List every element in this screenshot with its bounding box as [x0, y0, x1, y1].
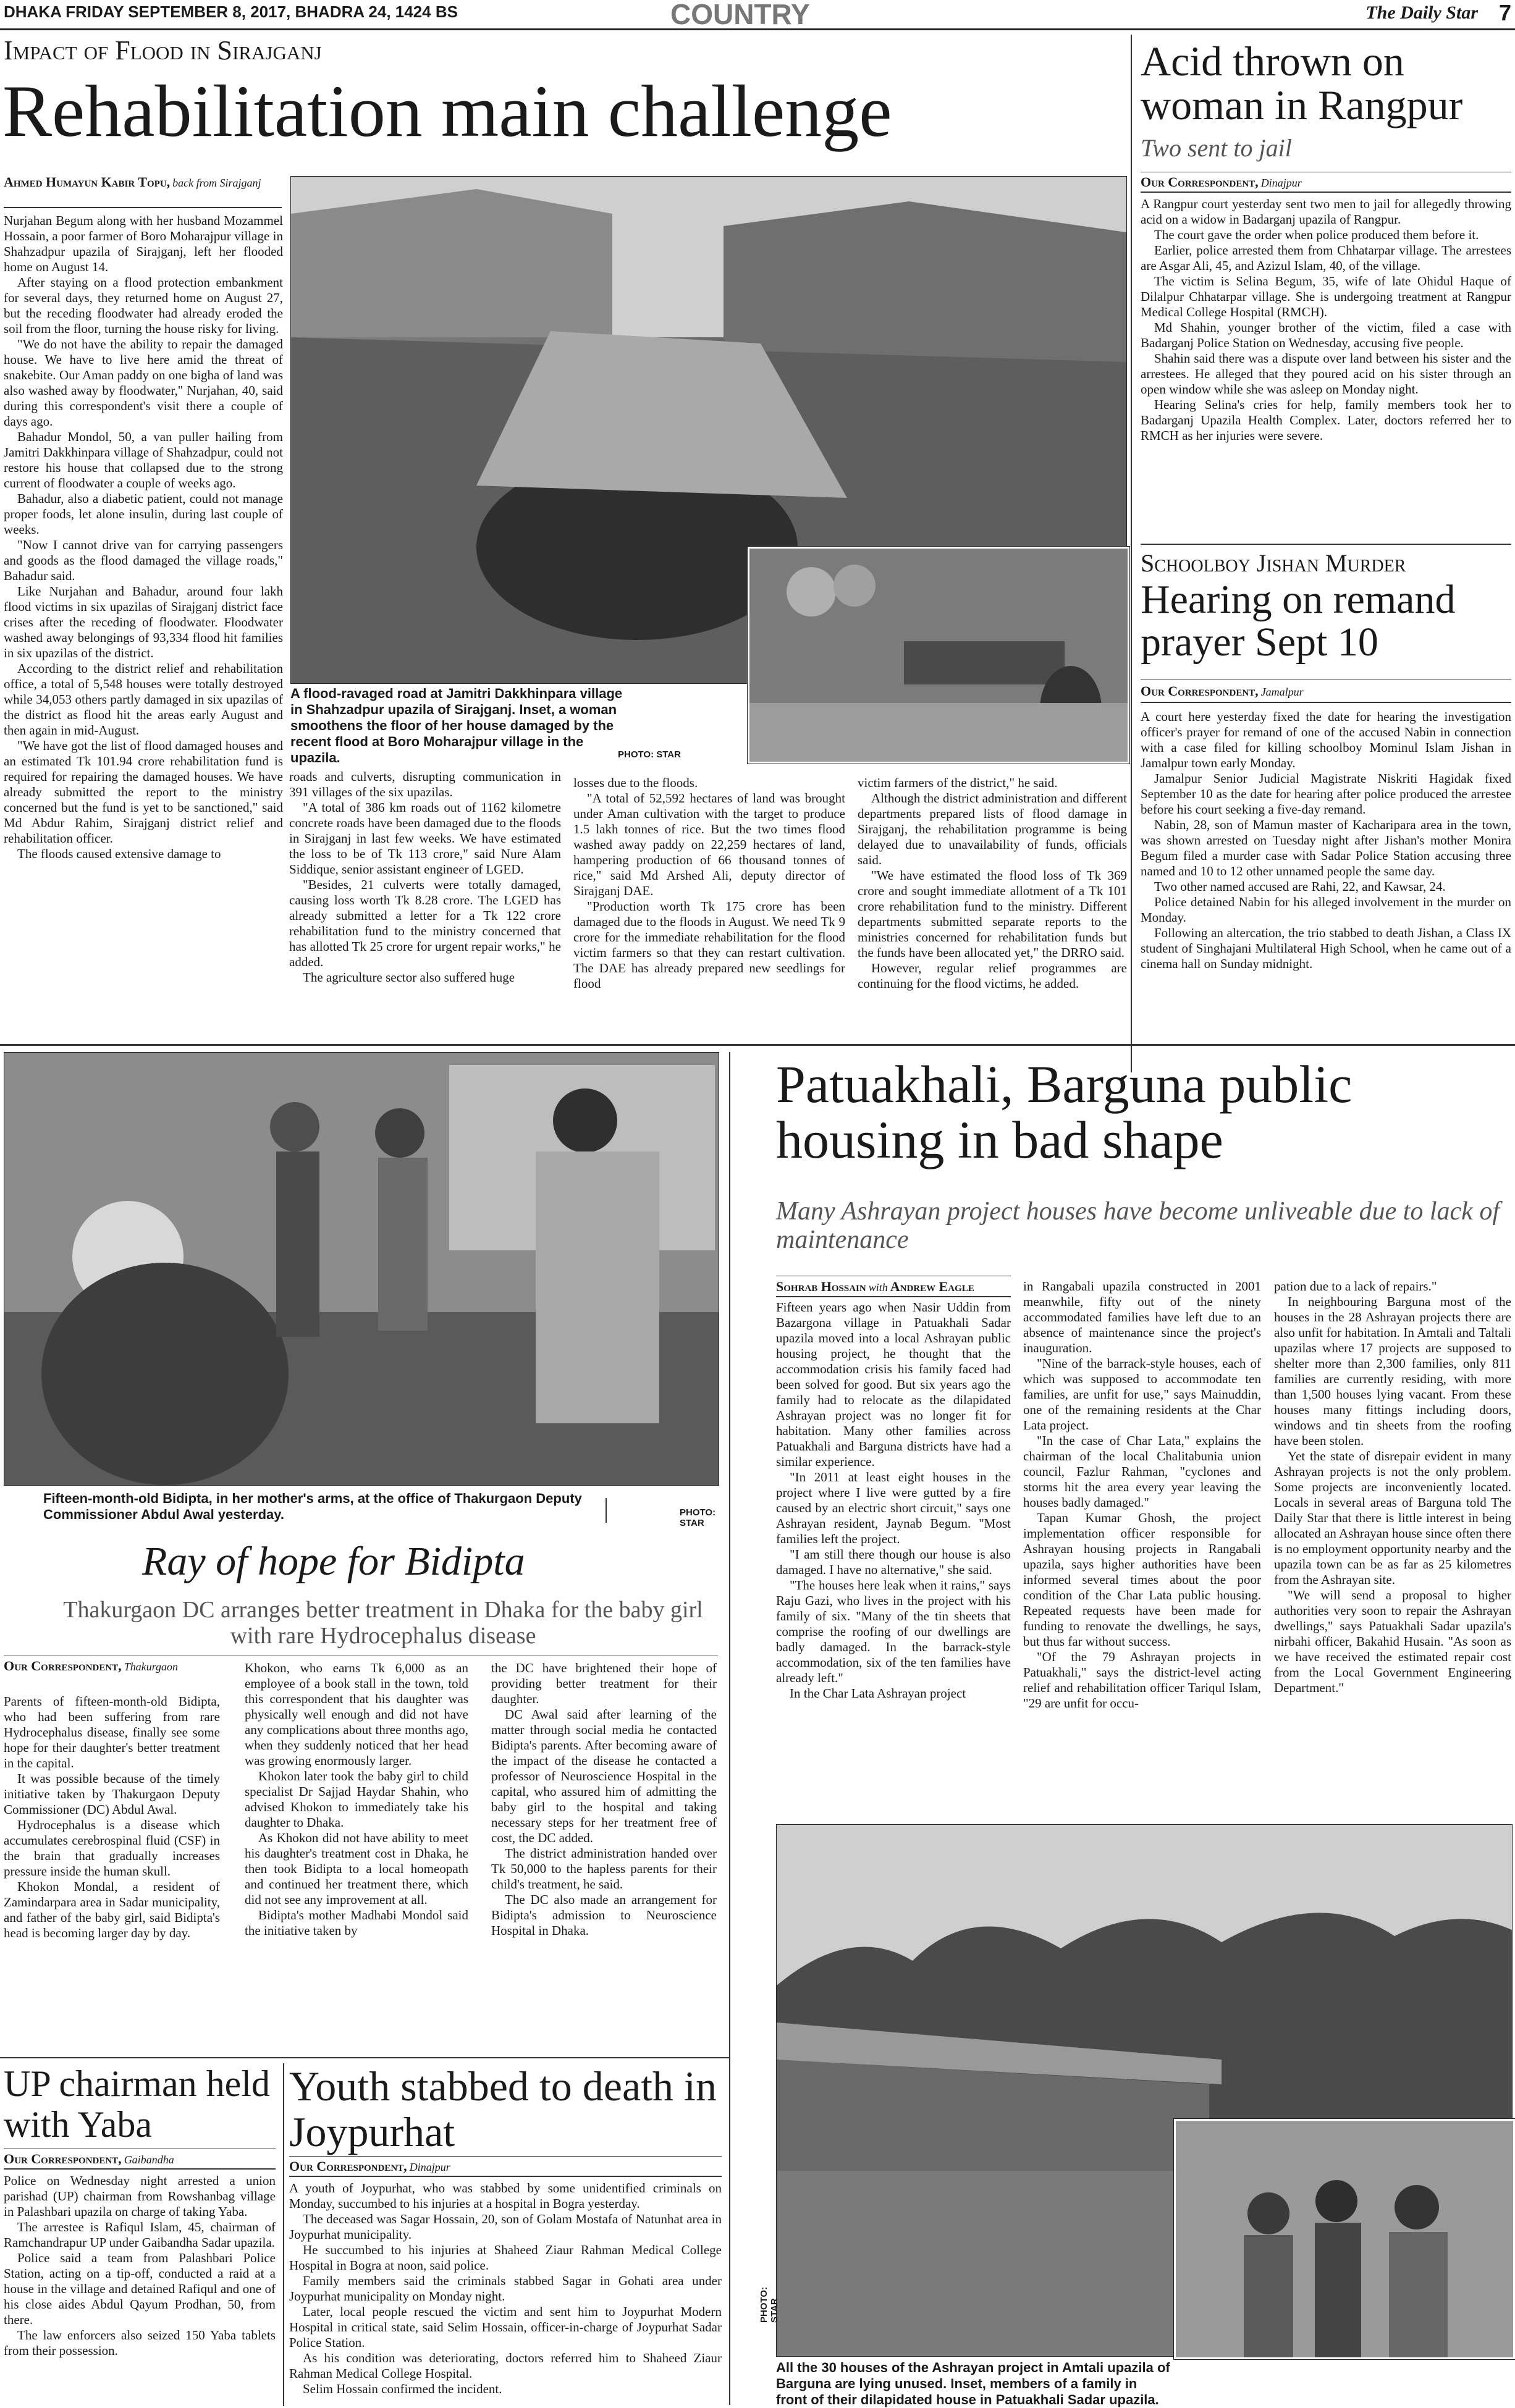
paragraph: Khokon Mondal, a resident of Zamindarpara area in Sadar municipality, and father of the baby girl, said Bidipta's head is becoming larger day by day. [4, 1879, 220, 1940]
paragraph: "Besides, 21 culverts were totally damaged, causing loss worth Tk 8.28 crore. The LGED has already submitted a letter for a Tk 122 crore rehabilitation fund to the ministry concerned that has allotted Tk 25 crore for urgent repair works," he added. [289, 877, 561, 969]
paragraph: Following an altercation, the trio stabbed to death Jishan, a Class IX student of Singhajani Multilateral High School, when he came out of a cinema hall on Sunday midnight. [1141, 925, 1511, 971]
housing-credit: PHOTO: STAR [759, 2286, 780, 2323]
section-divider [0, 2057, 729, 2058]
jishan-kicker: Schoolboy Jishan Murder [1141, 549, 1406, 577]
bidipta-credit: PHOTO: STAR [680, 1507, 716, 1528]
rule [1141, 702, 1511, 703]
bidipta-caption: Fifteen-month-old Bidipta, in her mother's arms, at the office of Thakurgaon Deputy Commissioner Abdul Awal yesterday. [43, 1491, 582, 1522]
paragraph: A court here yesterday fixed the date for hearing the investigation officer's prayer for remand of one of the accused Nabin in connection with a case filed for killing schoolboy Mominul Islam Jishan in Jamalpur town early Monday. [1141, 709, 1511, 770]
flood-col-4 [858, 775, 1127, 1029]
paragraph: Bidipta's mother Madhabi Mondol said the initiative taken by [245, 1908, 468, 1938]
paragraph: Police said a team from Palashbari Police Station, acting on a tip-off, conducted a raid at a house in the village and detained Rafiqul and one of his close aides Abdul Qayum Prodhan, 50, from there. [4, 2250, 276, 2327]
youth-body [289, 2181, 722, 2404]
paragraph: A Rangpur court yesterday sent two men to jail for allegedly throwing acid on a widow in Badarganj upazila of Rangpur. [1141, 196, 1511, 227]
paragraph: As his condition was deteriorating, doctors referred him to Shaheed Ziaur Rahman Medical College Hospital. [289, 2351, 722, 2381]
paragraph: "We do not have the ability to repair the damaged house. We have to live here amid the threat of snakebite. Our Aman paddy on one bigha of land was also washed away by floodwater," Nurjahan, 40, said during this correspondent's visit there a couple of days ago. [4, 337, 283, 429]
paragraph: Yet the state of disrepair evident in many Ashrayan projects is not the only problem. Some projects are inconveniently located. Locals in several areas of Barguna told The Daily Star that there is little interest in being allocated an Ashrayan house since often there is no employment opportunity nearby and the upazila town can be as far as 25 kilometres from the Ashrayan site. [1274, 1449, 1511, 1587]
flood-headline: Rehabilitation main challenge [2, 70, 892, 152]
paragraph: pation due to a lack of repairs." [1274, 1279, 1437, 1294]
paragraph: Bahadur Mondol, 50, a van puller hailing from Jamitri Dakkhinpara village of Shahzadpur, could not restore his house that collapsed due to the strong current of floodwater a couple of weeks ago. [4, 429, 283, 490]
jishan-headline: Hearing on remand prayer Sept 10 [1141, 577, 1456, 665]
bidipta-headline: Ray of hope for Bidipta [142, 1539, 525, 1584]
paragraph: Nurjahan Begum along with her husband Mozammel Hossain, a poor farmer of Boro Moharajpur village in Shahzadpur upazila of Sirajganj, left her flooded home on August 14. [4, 213, 283, 274]
paragraph: Two other named accused are Rahi, 22, and Kawsar, 24. [1154, 879, 1446, 894]
bidipta-col-3 [491, 1661, 717, 2050]
paragraph: The deceased was Sagar Hossain, 20, son of Golam Mostafa of Natunhat area in Joypurhat municipality. [289, 2212, 722, 2242]
paragraph: "Of the 79 Ashrayan projects in Patuakhali," says the district-level acting relief and rehabilitation officer Tariqul Islam, "29 are unfit for occu- [1023, 1649, 1261, 1711]
paragraph: "We have estimated the flood loss of Tk 369 crore and sought immediate allotment of a Tk 101 crore rehabilitation fund to the ministry. Different departments submitted separate reports to the ministries concerned for rehabilitation funds but the funds have been allocated yet," the DRRO said. [858, 868, 1127, 960]
bidipta-col-1 [4, 1694, 220, 2052]
housing-inset-photo [1174, 2119, 1515, 2359]
paragraph: victim farmers of the district," he said. [858, 775, 1058, 790]
paragraph: However, regular relief programmes are continuing for the flood victims, he added. [858, 961, 1127, 991]
flood-col-3 [573, 775, 845, 1029]
paragraph: He succumbed to his injuries at Shaheed Ziaur Rahman Medical College Hospital in Bogra at noon, said police. [289, 2242, 722, 2273]
paragraph: It was possible because of the timely initiative taken by Thakurgaon Deputy Commissioner (DC) Abdul Awal. [4, 1771, 220, 1817]
housing-caption: All the 30 houses of the Ashrayan project in Amtali upazila of Barguna are lying unused. Inset, members of a family in front of their dilapidated house in Patuakhali Sadar upazila. [776, 2360, 1170, 2407]
paragraph: "In 2011 at least eight houses in the project where I live were gutted by a fire caused by an electric short circuit," says one Ashrayan resident, Jaynab Begum. "Most families left the project. [776, 1470, 1011, 1546]
flood-col-1 [4, 213, 283, 1022]
section-name: COUNTRY [670, 0, 810, 30]
paragraph: Md Shahin, younger brother of the victim, filed a case with Badarganj Police Station on Wednesday, accusing five people. [1141, 320, 1511, 350]
acid-subhead: Two sent to jail [1141, 134, 1292, 162]
paragraph: As Khokon did not have ability to meet his daughter's treatment cost in Dhaka, he then took Bidipta to a local homeopath and continued her treatment there, which did not see any improvement at all. [245, 1830, 468, 1907]
paragraph: Khokon, who earns Tk 6,000 as an employee of a book stall in the town, told this correspondent that his daughter was physically well enough and did not have any complications about three months ago, when they suddenly noticed that her head was growing enormously larger. [245, 1661, 468, 1768]
masthead-logo: The Daily Star [1365, 2, 1478, 23]
paragraph: The district administration handed over Tk 50,000 to the hapless parents for their child's treatment, he said. [491, 1846, 717, 1892]
paragraph: The court gave the order when police produced them before it. [1154, 227, 1479, 242]
flood-byline: Ahmed Humayun Kabir Topu, back from Sirajganj [4, 174, 261, 190]
dateline: DHAKA FRIDAY SEPTEMBER 8, 2017, BHADRA 24, 1424 BS [4, 2, 458, 21]
paragraph: DC Awal said after learning of the matter through social media he contacted Bidipta's parents. After becoming aware of the impact of the disease he contacted a professor of Neuroscience Hospital in the capital, who assured him of admitting the baby girl to the hospital and taking necessary steps for her treatment free of cost, the DC added. [491, 1707, 717, 1845]
acid-headline: Acid thrown on woman in Rangpur [1141, 38, 1463, 129]
paragraph: Hearing Selina's cries for help, family members took her to Badarganj Upazila Health Complex. Later, doctors referred her to RMCH as her injuries were severe. [1141, 397, 1511, 443]
paragraph: Like Nurjahan and Bahadur, around four lakh flood victims in six upazilas of Sirajganj district face crises after the receding of floodwater. Floodwater washed away belongings of 93,334 flood hit families in six upazilas of the district. [4, 584, 283, 660]
paragraph: Nabin, 28, son of Mamun master of Kacharipara area in the town, was shown arrested on Tuesday night after Jishan's mother Monira Begum filed a murder case with Sadar Police Station accusing three named and 10 to 12 other unnamed people the same day. [1141, 817, 1511, 878]
paragraph: losses due to the floods. [573, 775, 698, 790]
paragraph: Shahin said there was a dispute over land between his sister and the arrestees. He alleged that they poured acid on his sister through an open window while she was asleep on Monday night. [1141, 351, 1511, 397]
paragraph: "A total of 386 km roads out of 1162 kilometre concrete roads have been damaged due to the floods in Sirajganj in last few weeks. We have estimated the loss to be of Tk 113 crore," said Nure Alam Siddique, senior assistant engineer of LGED. [289, 800, 561, 877]
paragraph: "The houses here leak when it rains," says Raju Gazi, who lives in the project with his family of six. "Many of the tin sheets that comprise the roofing of our dwellings are badly damaged. In the barrack-style accommodation, six of the ten families have already left." [776, 1578, 1011, 1685]
paragraph: The agriculture sector also suffered huge [303, 970, 515, 985]
column-divider [283, 2063, 284, 2406]
bidipta-byline: Our Correspondent, Thakurgaon [4, 1658, 179, 1673]
paragraph: Parents of fifteen-month-old Bidipta, who had been suffering from rare Hydrocephalus disease, finally see some hope for their daughter's better treatment in the capital. [4, 1694, 220, 1770]
paragraph: Jamalpur Senior Judicial Magistrate Niskriti Hagidak fixed September 10 as the date for hearing after police produced the arrestee before his court seeking a five-day remand. [1141, 771, 1511, 817]
housing-col-1 [776, 1300, 1011, 1819]
housing-byline: Sohrab Hossain with Andrew Eagle [776, 1279, 974, 1294]
up-byline: Our Correspondent, Gaibandha [4, 2151, 174, 2166]
byline-rule [4, 207, 282, 208]
bidipta-col-2 [245, 1661, 468, 2050]
column-divider [729, 1052, 730, 2405]
rule [606, 1498, 607, 1523]
up-body [4, 2173, 276, 2402]
flood-photo-credit: PHOTO: STAR [618, 749, 681, 760]
paragraph: "We will send a proposal to higher authorities very soon to repair the Ashrayan dwellings," says Patuakhali Sadar upazila's nirbahi officer, Bakahid Husain. "As soon as we have received the estimated repair cost from the Local Government Engineering Department." [1274, 1588, 1511, 1695]
paragraph: Although the district administration and different departments prepared lists of flood damage in Sirajganj, the rehabilitation programme is being delayed due to unavailability of funds, officials said. [858, 791, 1127, 867]
housing-subhead: Many Ashrayan project houses have become unliveable due to lack of maintenance [776, 1197, 1500, 1255]
paragraph: A youth of Joypurhat, who was stabbed by some unidentified criminals on Monday, succumbed to his injuries at a hospital in Bogra yesterday. [289, 2181, 722, 2211]
paragraph: "Nine of the barrack-style houses, each of which was supposed to accommodate ten families, are unfit for use," says Mainuddin, one of the remaining residents at the Char Lata project. [1023, 1356, 1261, 1433]
jishan-body [1141, 709, 1511, 1037]
flood-kicker: Impact of Flood in Sirajganj [4, 35, 322, 65]
bidipta-subhead: Thakurgaon DC arranges better treatment in Dhaka for the baby girl with rare Hydrocephalus disease [63, 1597, 703, 1649]
jishan-byline: Our Correspondent, Jamalpur [1141, 683, 1304, 699]
paragraph: The arrestee is Rafiqul Islam, 45, chairman of Ramchandrapur UP under Gaibandha Sadar upazila. [4, 2220, 276, 2250]
paragraph: "A total of 52,592 hectares of land was brought under Aman cultivation with the target to produce 1.5 lakh tonnes of rice. But the two times flood washed away paddy on 22,259 hectares of land, hampering production of 66 thousand tonnes of rice," said Md Arshed Ali, deputy director of Sirajganj DAE. [573, 791, 845, 898]
paragraph: The victim is Selina Begum, 35, wife of late Ohidul Haque of Dilalpur Chhatarpar village. She is undergoing treatment at Rangpur Medical College Hospital (RMCH). [1141, 274, 1511, 319]
paragraph: Bahadur, also a diabetic patient, could not manage proper foods, let alone insulin, during last couple of weeks. [4, 491, 283, 537]
paragraph: Later, local people rescued the victim and sent him to Joypurhat Modern Hospital in critical state, said Selim Hossain, officer-in-charge of Joypurhat Sadar Police Station. [289, 2304, 722, 2350]
housing-headline: Patuakhali, Barguna public housing in bad shape [776, 1055, 1353, 1169]
paragraph: in Rangabali upazila constructed in 2001 meanwhile, fifty out of the ninety accommodated families have left due to an absence of maintenance since the project's inauguration. [1023, 1279, 1261, 1355]
paragraph: After staying on a flood protection embankment for several days, they returned home on August 27, but the receding floodwater had already eroded the soil from the floor, turning the house risky for living. [4, 275, 283, 336]
paragraph: roads and culverts, disrupting communication in 391 villages of the six upazilas. [289, 769, 561, 799]
paragraph: "We have got the list of flood damaged houses and an estimated Tk 101.94 crore rehabilitation fund is required for repairing the damaged houses. We have already submitted the report to the ministry concerned but the fund is yet to be sanctioned," said Md Abdur Rahim, Sirajganj district relief and rehabilitation officer. [4, 738, 283, 846]
paragraph: In the Char Lata Ashrayan project [790, 1686, 966, 1701]
paragraph: The floods caused extensive damage to [17, 846, 221, 861]
paragraph: Hydrocephalus is a disease which accumulates cerebrospinal fluid (CSF) in the brain that gradually increases pressure inside the human skull. [4, 1817, 220, 1879]
page-header [0, 0, 1515, 30]
up-headline: UP chairman held with Yaba [4, 2063, 270, 2145]
rule [289, 2156, 722, 2157]
paragraph: Police detained Nabin for his alleged involvement in the murder on Monday. [1141, 895, 1511, 925]
section-divider [0, 1044, 1515, 1046]
rule [1141, 192, 1511, 193]
flood-photo-caption: A flood-ravaged road at Jamitri Dakkhinpara village in Shahzadpur upazila of Sirajganj. Inset, a woman smoothens the floor of her house damaged by the recent flood at Boro Moharajpur village in the upazila. [290, 686, 623, 765]
column-divider [1131, 35, 1132, 1072]
paragraph: The law enforcers also seized 150 Yaba tablets from their possession. [4, 2328, 276, 2358]
housing-col-2 [1023, 1279, 1261, 1819]
paragraph: Khokon later took the baby girl to child specialist Dr Sajjad Haydar Shahin, who advised Khokon to immediately take his daughter to Dhaka. [245, 1769, 468, 1830]
flood-col-2 [289, 769, 561, 1029]
paragraph: "Now I cannot drive van for carrying passengers and goods as the flood damaged the village roads," Bahadur said. [4, 537, 283, 583]
paragraph: The DC also made an arrangement for Bidipta's admission to Neuroscience Hospital in Dhaka. [491, 1892, 717, 1938]
paragraph: "Production worth Tk 175 crore has been damaged due to the floods in August. We need Tk 9 crore for the immediate rehabilitation for the flood victim farmers so that they can restart cultivation. The DAE has already prepared new seedlings for flood [573, 899, 845, 991]
acid-byline: Our Correspondent, Dinajpur [1141, 174, 1302, 190]
paragraph: Family members said the criminals stabbed Sagar in Gohati area under Joypurhat municipality on Monday night. [289, 2273, 722, 2304]
paragraph: Tapan Kumar Ghosh, the project implementation officer responsible for Ashrayan housing projects in Rangabali upazila, says higher authorities have been informed several times about the poor condition of the Char Lata public housing. Repeated requests have been made for funding to renovate the dwellings, he says, but thus far without success. [1023, 1510, 1261, 1649]
rule [776, 1296, 1011, 1297]
youth-byline: Our Correspondent, Dinajpur [289, 2158, 450, 2174]
paragraph: "I am still there though our house is also damaged. I have no alternative," she said. [776, 1547, 1011, 1577]
paragraph: According to the district relief and rehabilitation office, a total of 5,548 houses were totally destroyed while 34,053 others partly damaged in six upazilas of the district as flood hit the areas early August and then again in mid-August. [4, 661, 283, 738]
paragraph: the DC have brightened their hope of providing better treatment for their daughter. [491, 1661, 717, 1706]
paragraph: Earlier, police arrested them from Chhatarpar village. The arrestees are Asgar Ali, 45, and Azizul Islam, 40, of the village. [1141, 243, 1511, 273]
housing-col-3 [1274, 1279, 1511, 1819]
page-number: 7 [1498, 0, 1511, 25]
youth-headline: Youth stabbed to death in Joypurhat [289, 2063, 717, 2155]
acid-body [1141, 196, 1511, 542]
paragraph: "In the case of Char Lata," explains the chairman of the local Chalitabunia union council, Fazlur Rahman, "cyclones and storms hit the area every year leaving the houses badly damaged." [1023, 1433, 1261, 1510]
paragraph: Fifteen years ago when Nasir Uddin from Bazargona village in Patuakhali Sadar upazila moved into a local Ashrayan public housing project, he thought that the accommodation crisis his family faced had been solved for good. But six years ago the family had to relocate as the dilapidated Ashrayan project was no longer fit for habitation. Many other families across Patuakhali and Barguna districts have had a similar experience. [776, 1300, 1011, 1469]
rule [4, 2168, 276, 2170]
bidipta-photo [4, 1052, 719, 1486]
paragraph: Selim Hossain confirmed the incident. [303, 2381, 502, 2396]
flood-inset-photo [748, 547, 1129, 764]
paragraph: Police on Wednesday night arrested a union parishad (UP) chairman from Rowshanbag village in Palashbari upazila on charge of taking Yaba. [4, 2173, 276, 2219]
rule [289, 2176, 722, 2177]
paragraph: In neighbouring Barguna most of the houses in the 28 Ashrayan projects there are also unfit for habitation. In Amtali and Taltali upazilas where 17 projects are supposed to shelter more than 2,300 families, only 811 families are currently residing, with more than 1,500 houses lying vacant. From these houses many fittings including doors, windows and tin sheets from the roofing have been stolen. [1274, 1294, 1511, 1448]
rule [1141, 544, 1511, 545]
